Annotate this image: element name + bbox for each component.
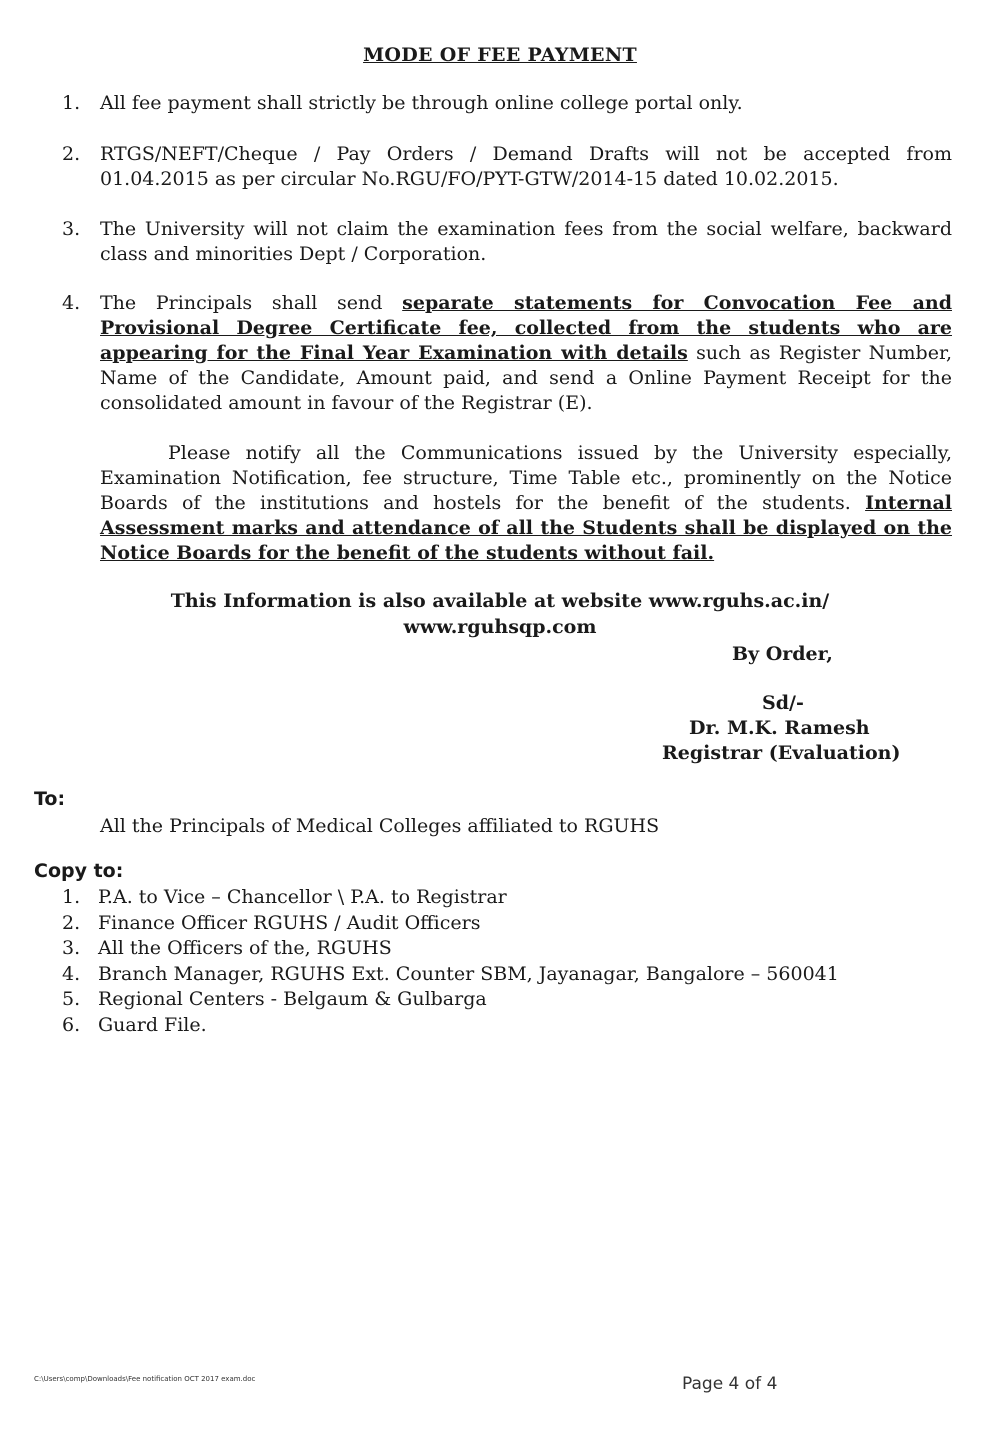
notify-paragraph — [100, 441, 952, 566]
copy-to-item: 6. Guard File. — [62, 1013, 207, 1036]
item-text-emphasis: separate statements for Convocation Fee and Provisional Degree Certificate fee, collected from the students who are appearing for the Final Year Examination with details — [100, 292, 952, 364]
item-number: 4. — [62, 292, 81, 314]
item-text: The University will not claim the examination fees from the social welfare, backward class and minorities Dept / Corporation. — [100, 218, 952, 265]
copy-to-item: 2. Finance Officer RGUHS / Audit Officers — [62, 911, 481, 934]
item-text — [100, 291, 952, 416]
notify-emphasis: Internal Assessment marks and attendance of all the Students shall be displayed on the Notice Boards for the benefit of the students without fail. — [100, 492, 952, 564]
list-item-4 — [62, 291, 952, 416]
copy-to-label: Copy to: — [34, 860, 124, 882]
list-item-2 — [62, 142, 952, 192]
signatory-name: Dr. M.K. Ramesh — [689, 717, 870, 739]
to-recipients: All the Principals of Medical Colleges affiliated to RGUHS — [100, 815, 660, 837]
item-text-pre: The Principals shall send — [100, 292, 383, 314]
copy-to-list — [62, 886, 839, 1039]
footer-page-number: Page 4 of 4 — [682, 1374, 778, 1394]
item-text: RTGS/NEFT/Cheque / Pay Orders / Demand Drafts will not be accepted from 01.04.2015 as per circular No.RGU/FO/PYT-GTW/2014-15 dated 10.02.2015. — [100, 143, 952, 190]
copy-to-item: 1. P.A. to Vice – Chancellor \ P.A. to Registrar — [62, 886, 507, 908]
list-item-3 — [62, 217, 952, 267]
signature-sd: Sd/- — [762, 692, 804, 714]
item-number: 2. — [62, 143, 81, 165]
footer-file-path: C:\Users\comp\Downloads\Fee notification OCT 2017 exam.doc — [34, 1375, 256, 1383]
copy-to-item: 5. Regional Centers - Belgaum & Gulbarga — [62, 988, 487, 1010]
list-item-1 — [62, 91, 952, 116]
website-line-2: www.rguhsqp.com — [403, 616, 597, 638]
by-order: By Order, — [732, 643, 833, 665]
item-text-post: such as Register Number, Name of the Candidate, Amount paid, and send a Online Payment Receipt for the consolidated amount in favour of the Registrar (E). — [100, 342, 952, 414]
item-number: 1. — [62, 92, 81, 114]
to-label: To: — [34, 788, 66, 810]
copy-to-item: 3. All the Officers of the, RGUHS — [62, 937, 392, 959]
document-title: MODE OF FEE PAYMENT — [363, 44, 637, 66]
signatory-designation: Registrar (Evaluation) — [662, 742, 901, 764]
website-line-1: This Information is also available at website www.rguhs.ac.in/ — [170, 590, 830, 612]
item-text: All fee payment shall strictly be through online college portal only. — [100, 92, 743, 114]
item-number: 3. — [62, 218, 81, 240]
notify-text: Please notify all the Communications issued by the University especially, Examination Notification, fee structure, Time Table etc., prominently on the Notice Boards of the institutions and hostels for the benefit of the students. — [100, 442, 952, 514]
copy-to-item: 4. Branch Manager, RGUHS Ext. Counter SBM, Jayanagar, Bangalore – 560041 — [62, 962, 839, 985]
